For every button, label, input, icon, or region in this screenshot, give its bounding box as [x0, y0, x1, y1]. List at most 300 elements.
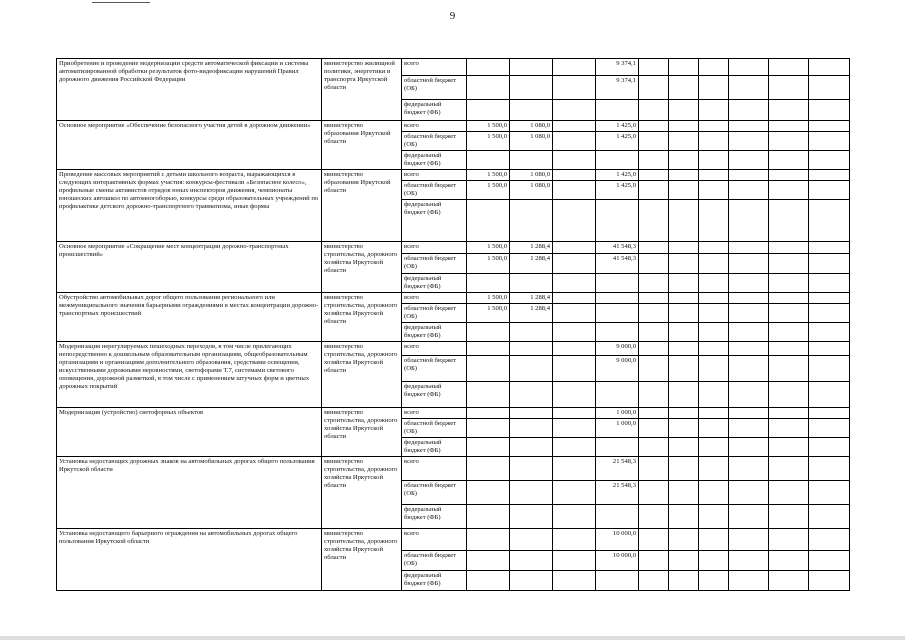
value-cell	[510, 438, 553, 457]
value-cell: 1 500,0	[467, 242, 510, 254]
value-cell	[553, 438, 596, 457]
value-cell	[809, 551, 850, 571]
value-cell	[769, 151, 809, 170]
funding-source: федеральный бюджет (ФБ)	[402, 438, 467, 457]
value-cell: 41 548,3	[596, 254, 639, 274]
funding-source: федеральный бюджет (ФБ)	[402, 505, 467, 529]
value-cell	[809, 356, 850, 382]
value-cell	[669, 408, 699, 419]
value-cell	[467, 481, 510, 505]
value-cell	[729, 59, 769, 76]
value-cell: 21 548,3	[596, 481, 639, 505]
value-cell	[553, 342, 596, 356]
measure-executor: министерство строительства, дорожного хозяйства Иркутской области	[322, 408, 402, 457]
value-cell	[639, 342, 669, 356]
value-cell: 1 080,0	[510, 170, 553, 181]
value-cell	[639, 200, 669, 242]
funding-source: областной бюджет (ОБ)	[402, 304, 467, 323]
value-cell	[729, 76, 769, 100]
value-cell	[769, 100, 809, 121]
value-cell	[729, 181, 769, 200]
value-cell	[467, 505, 510, 529]
value-cell	[729, 254, 769, 274]
value-cell	[769, 323, 809, 342]
value-cell: 1 425,0	[596, 121, 639, 132]
value-cell	[596, 382, 639, 408]
value-cell	[809, 571, 850, 591]
value-cell	[467, 529, 510, 551]
value-cell	[596, 293, 639, 304]
value-cell	[699, 356, 729, 382]
value-cell	[809, 121, 850, 132]
value-cell	[639, 529, 669, 551]
value-cell	[669, 571, 699, 591]
value-cell	[669, 242, 699, 254]
measure-executor: министерство строительства, дорожного хозяйства Иркутской области	[322, 529, 402, 591]
value-cell	[729, 170, 769, 181]
value-cell	[510, 356, 553, 382]
value-cell	[639, 254, 669, 274]
measure-name: Приобретение и проведение модернизации средств автоматической фиксации и системы автоматизированной обработки результатов фото-видеофиксации нарушений Правил дорожного движения Российской Федерации	[57, 59, 322, 121]
measure-executor: министерство образования Иркутской области	[322, 121, 402, 170]
funding-source: федеральный бюджет (ФБ)	[402, 382, 467, 408]
table-row	[57, 408, 850, 419]
value-cell: 1 500,0	[467, 181, 510, 200]
value-cell: 1 288,4	[510, 254, 553, 274]
value-cell	[510, 419, 553, 438]
value-cell	[769, 529, 809, 551]
value-cell: 1 080,0	[510, 181, 553, 200]
value-cell: 1 288,4	[510, 304, 553, 323]
value-cell: 1 500,0	[467, 304, 510, 323]
value-cell	[699, 382, 729, 408]
funding-source: федеральный бюджет (ФБ)	[402, 571, 467, 591]
value-cell	[639, 181, 669, 200]
value-cell	[553, 254, 596, 274]
value-cell	[669, 356, 699, 382]
value-cell	[699, 304, 729, 323]
value-cell	[510, 76, 553, 100]
funding-source: всего	[402, 121, 467, 132]
value-cell	[553, 304, 596, 323]
value-cell	[553, 293, 596, 304]
value-cell	[669, 132, 699, 151]
value-cell	[669, 59, 699, 76]
value-cell: 41 548,3	[596, 242, 639, 254]
value-cell	[596, 505, 639, 529]
value-cell	[699, 100, 729, 121]
value-cell	[729, 200, 769, 242]
funding-source: областной бюджет (ОБ)	[402, 132, 467, 151]
value-cell	[467, 342, 510, 356]
value-cell	[669, 100, 699, 121]
funding-source: областной бюджет (ОБ)	[402, 254, 467, 274]
value-cell	[596, 304, 639, 323]
funding-source: областной бюджет (ОБ)	[402, 356, 467, 382]
value-cell	[510, 505, 553, 529]
value-cell	[669, 76, 699, 100]
value-cell	[669, 457, 699, 481]
value-cell	[510, 571, 553, 591]
value-cell	[699, 571, 729, 591]
value-cell: 1 500,0	[467, 132, 510, 151]
funding-source: федеральный бюджет (ФБ)	[402, 200, 467, 242]
value-cell	[553, 551, 596, 571]
value-cell	[769, 551, 809, 571]
value-cell	[769, 419, 809, 438]
value-cell: 1 500,0	[467, 293, 510, 304]
value-cell: 1 500,0	[467, 254, 510, 274]
value-cell	[699, 76, 729, 100]
value-cell	[553, 59, 596, 76]
value-cell	[809, 382, 850, 408]
measure-name: Проведение массовых мероприятий с детьми школьного возраста, выражающихся в следующих интерактивных формах участия: конкурсы-фестивали «Безопасное колесо», профильные смены активистов отрядов юных инспекторов движения, чемпионаты юношеских автошкол по автомногоборью, конкурсы среди образовательных учреждений по профилактике детского дорожно-транспортного травматизма, иные формы	[57, 170, 322, 242]
value-cell	[669, 121, 699, 132]
value-cell	[699, 132, 729, 151]
measure-executor: министерство строительства, дорожного хозяйства Иркутской области	[322, 242, 402, 293]
value-cell	[729, 481, 769, 505]
value-cell	[467, 151, 510, 170]
value-cell	[769, 342, 809, 356]
value-cell	[699, 293, 729, 304]
funding-source: областной бюджет (ОБ)	[402, 551, 467, 571]
value-cell	[669, 274, 699, 293]
value-cell	[467, 76, 510, 100]
value-cell: 1 000,0	[596, 419, 639, 438]
value-cell	[553, 76, 596, 100]
value-cell	[510, 551, 553, 571]
value-cell	[553, 356, 596, 382]
value-cell	[510, 342, 553, 356]
value-cell	[769, 438, 809, 457]
scan-edge	[0, 636, 905, 640]
table-row	[57, 529, 850, 551]
value-cell	[510, 382, 553, 408]
table-row	[57, 457, 850, 481]
value-cell	[669, 200, 699, 242]
value-cell	[729, 382, 769, 408]
value-cell	[467, 274, 510, 293]
value-cell	[553, 242, 596, 254]
value-cell	[769, 457, 809, 481]
measure-name: Установка недостающего барьерного ограждения на автомобильных дорогах общего пользования Иркутской области	[57, 529, 322, 591]
value-cell	[467, 200, 510, 242]
value-cell	[809, 481, 850, 505]
value-cell	[553, 529, 596, 551]
value-cell	[769, 200, 809, 242]
value-cell	[669, 419, 699, 438]
value-cell	[639, 170, 669, 181]
value-cell	[639, 551, 669, 571]
value-cell	[699, 170, 729, 181]
value-cell: 9 000,0	[596, 356, 639, 382]
funding-source: федеральный бюджет (ФБ)	[402, 151, 467, 170]
value-cell	[467, 408, 510, 419]
value-cell	[639, 382, 669, 408]
funding-source: областной бюджет (ОБ)	[402, 419, 467, 438]
value-cell: 1 080,0	[510, 121, 553, 132]
value-cell	[699, 438, 729, 457]
value-cell	[669, 481, 699, 505]
value-cell	[467, 457, 510, 481]
value-cell	[639, 132, 669, 151]
value-cell	[669, 170, 699, 181]
value-cell	[769, 181, 809, 200]
value-cell: 1 425,0	[596, 132, 639, 151]
table-row	[57, 59, 850, 76]
value-cell: 10 000,0	[596, 529, 639, 551]
value-cell	[553, 170, 596, 181]
value-cell	[510, 100, 553, 121]
value-cell	[769, 132, 809, 151]
value-cell	[553, 505, 596, 529]
value-cell	[769, 481, 809, 505]
value-cell	[809, 505, 850, 529]
funding-source: всего	[402, 342, 467, 356]
value-cell	[669, 181, 699, 200]
value-cell	[729, 304, 769, 323]
value-cell	[510, 529, 553, 551]
value-cell	[510, 200, 553, 242]
measure-executor: министерство строительства, дорожного хозяйства Иркутской области	[322, 342, 402, 408]
value-cell	[809, 438, 850, 457]
measure-name: Установка недостающих дорожных знаков на автомобильных дорогах общего пользования Иркутской области	[57, 457, 322, 529]
value-cell	[510, 408, 553, 419]
table-row	[57, 293, 850, 304]
value-cell	[669, 505, 699, 529]
measure-name: Основное мероприятие «Обеспечение безопасного участия детей в дорожном движении»	[57, 121, 322, 170]
value-cell	[699, 121, 729, 132]
value-cell	[769, 293, 809, 304]
value-cell	[729, 274, 769, 293]
value-cell	[639, 408, 669, 419]
value-cell	[553, 457, 596, 481]
value-cell	[467, 438, 510, 457]
value-cell	[639, 438, 669, 457]
value-cell	[769, 304, 809, 323]
value-cell	[769, 254, 809, 274]
value-cell	[639, 100, 669, 121]
value-cell	[699, 551, 729, 571]
value-cell	[467, 571, 510, 591]
value-cell	[699, 59, 729, 76]
value-cell	[639, 151, 669, 170]
table-row	[57, 242, 850, 254]
value-cell	[809, 342, 850, 356]
value-cell	[729, 457, 769, 481]
value-cell	[467, 419, 510, 438]
value-cell	[639, 481, 669, 505]
value-cell	[769, 76, 809, 100]
value-cell	[553, 571, 596, 591]
value-cell	[699, 254, 729, 274]
value-cell	[769, 121, 809, 132]
value-cell: 1 288,4	[510, 293, 553, 304]
value-cell	[809, 100, 850, 121]
value-cell	[639, 323, 669, 342]
value-cell	[699, 457, 729, 481]
value-cell: 10 000,0	[596, 551, 639, 571]
value-cell	[553, 200, 596, 242]
funding-source: областной бюджет (ОБ)	[402, 76, 467, 100]
page-number: 9	[449, 10, 456, 22]
funding-source: всего	[402, 59, 467, 76]
budget-table	[56, 58, 850, 591]
funding-source: областной бюджет (ОБ)	[402, 481, 467, 505]
value-cell: 9 374,1	[596, 59, 639, 76]
value-cell: 1 500,0	[467, 170, 510, 181]
value-cell	[729, 151, 769, 170]
value-cell	[729, 121, 769, 132]
value-cell	[729, 323, 769, 342]
value-cell	[809, 529, 850, 551]
value-cell	[699, 408, 729, 419]
value-cell: 1 500,0	[467, 121, 510, 132]
table-row	[57, 170, 850, 181]
value-cell	[699, 505, 729, 529]
value-cell: 21 548,3	[596, 457, 639, 481]
value-cell: 9 374,1	[596, 76, 639, 100]
value-cell	[699, 481, 729, 505]
value-cell	[669, 151, 699, 170]
value-cell	[639, 76, 669, 100]
value-cell	[769, 571, 809, 591]
value-cell	[699, 274, 729, 293]
value-cell	[699, 419, 729, 438]
value-cell	[510, 481, 553, 505]
funding-source: всего	[402, 242, 467, 254]
value-cell: 1 288,4	[510, 242, 553, 254]
value-cell	[769, 382, 809, 408]
value-cell	[809, 304, 850, 323]
value-cell	[553, 100, 596, 121]
value-cell	[467, 382, 510, 408]
value-cell	[729, 342, 769, 356]
value-cell	[809, 132, 850, 151]
value-cell	[809, 254, 850, 274]
value-cell	[809, 170, 850, 181]
value-cell	[729, 438, 769, 457]
value-cell	[596, 151, 639, 170]
value-cell	[769, 59, 809, 76]
scan-mark	[92, 2, 150, 3]
value-cell	[669, 323, 699, 342]
value-cell	[669, 438, 699, 457]
value-cell	[809, 408, 850, 419]
value-cell	[553, 382, 596, 408]
value-cell	[769, 356, 809, 382]
value-cell	[669, 551, 699, 571]
value-cell	[809, 419, 850, 438]
value-cell	[553, 181, 596, 200]
value-cell	[769, 242, 809, 254]
measure-executor: министерство строительства, дорожного хозяйства Иркутской области	[322, 457, 402, 529]
value-cell	[669, 254, 699, 274]
funding-source: федеральный бюджет (ФБ)	[402, 100, 467, 121]
value-cell	[809, 274, 850, 293]
value-cell	[510, 457, 553, 481]
value-cell	[729, 242, 769, 254]
value-cell	[699, 151, 729, 170]
funding-source: федеральный бюджет (ФБ)	[402, 323, 467, 342]
value-cell	[699, 323, 729, 342]
value-cell	[639, 59, 669, 76]
value-cell	[809, 76, 850, 100]
value-cell	[553, 121, 596, 132]
value-cell	[596, 274, 639, 293]
value-cell	[553, 481, 596, 505]
value-cell	[769, 170, 809, 181]
value-cell	[769, 408, 809, 419]
value-cell: 1 080,0	[510, 132, 553, 151]
value-cell	[467, 323, 510, 342]
value-cell	[809, 151, 850, 170]
value-cell	[729, 419, 769, 438]
funding-source: федеральный бюджет (ФБ)	[402, 274, 467, 293]
value-cell	[699, 200, 729, 242]
value-cell	[699, 181, 729, 200]
value-cell	[699, 529, 729, 551]
table-row	[57, 121, 850, 132]
value-cell	[596, 323, 639, 342]
value-cell	[639, 121, 669, 132]
value-cell	[639, 571, 669, 591]
value-cell	[639, 505, 669, 529]
measure-name: Модернизация нерегулируемых пешеходных переходов, в том числе прилегающих непосредственно к дошкольным образовательным организациям, общеобразовательным организациям и организациям дополнительного образования, средствами освещения, искусственными дорожными неровностями, светофорами Т.7, системами светового оповещения, дорожной разметкой, в том числе с применением штучных форм и цветных дорожных покрытий	[57, 342, 322, 408]
value-cell	[639, 457, 669, 481]
value-cell	[809, 242, 850, 254]
value-cell	[669, 304, 699, 323]
value-cell	[729, 356, 769, 382]
value-cell: 1 000,0	[596, 408, 639, 419]
value-cell	[596, 100, 639, 121]
value-cell	[809, 200, 850, 242]
value-cell	[699, 242, 729, 254]
value-cell	[467, 356, 510, 382]
measure-name: Модернизация (устройство) светофорных объектов	[57, 408, 322, 457]
value-cell	[639, 304, 669, 323]
value-cell	[729, 100, 769, 121]
value-cell	[699, 342, 729, 356]
value-cell	[669, 342, 699, 356]
value-cell	[553, 151, 596, 170]
value-cell	[510, 274, 553, 293]
value-cell	[467, 551, 510, 571]
value-cell	[467, 59, 510, 76]
value-cell	[769, 505, 809, 529]
measure-executor: министерство образования Иркутской области	[322, 170, 402, 242]
measure-name: Основное мероприятие «Сокращение мест концентрации дорожно-транспортных происшествий»	[57, 242, 322, 293]
value-cell	[809, 293, 850, 304]
funding-source: областной бюджет (ОБ)	[402, 181, 467, 200]
value-cell	[553, 274, 596, 293]
value-cell	[669, 382, 699, 408]
value-cell	[553, 132, 596, 151]
value-cell	[809, 457, 850, 481]
value-cell	[729, 132, 769, 151]
value-cell	[596, 200, 639, 242]
value-cell	[639, 419, 669, 438]
value-cell	[809, 181, 850, 200]
value-cell	[553, 323, 596, 342]
funding-source: всего	[402, 408, 467, 419]
value-cell	[669, 529, 699, 551]
value-cell	[669, 293, 699, 304]
value-cell	[809, 323, 850, 342]
funding-source: всего	[402, 457, 467, 481]
measure-name: Обустройство автомобильных дорог общего пользования регионального или межмуниципального значения барьерными ограждениями в местах концентрации дорожно-транспортных происшествий	[57, 293, 322, 342]
value-cell: 1 425,0	[596, 170, 639, 181]
